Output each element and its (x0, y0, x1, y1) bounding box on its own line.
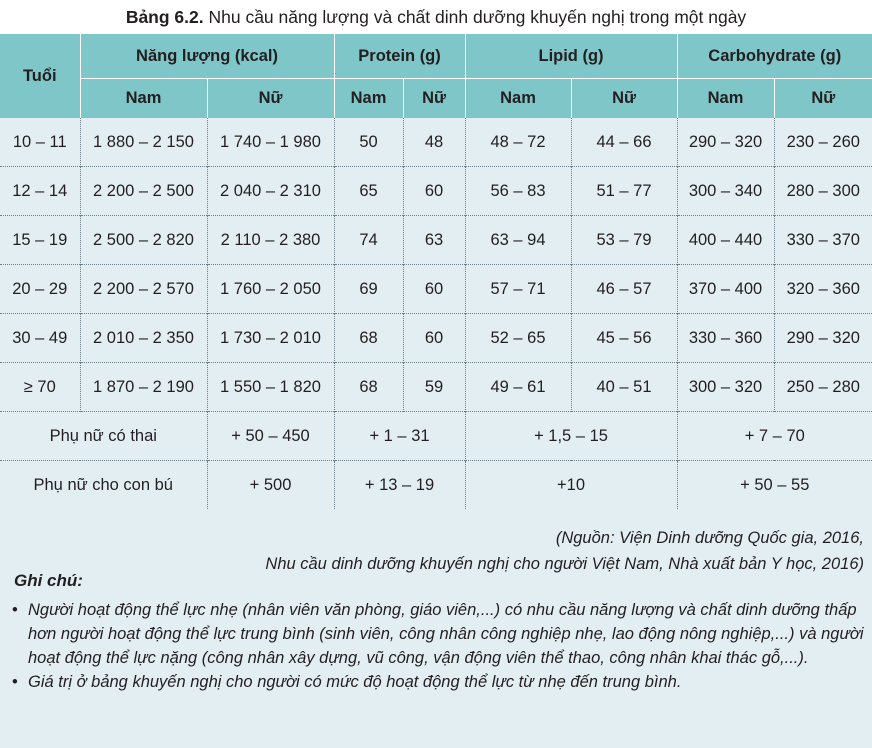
table-row (0, 118, 872, 167)
table-cell: 2 040 – 2 310 (207, 167, 334, 216)
table-cell: 57 – 71 (465, 265, 571, 314)
table-cell: 60 (403, 314, 465, 363)
table-cell: 44 – 66 (571, 118, 677, 167)
lipid-header: Lipid (g) (465, 34, 677, 79)
table-cell: 51 – 77 (571, 167, 677, 216)
table-cell: 290 – 320 (774, 314, 872, 363)
table-cell: 12 – 14 (0, 167, 80, 216)
note-item: • Người hoạt động thể lực nhẹ (nhân viên văn phòng, giáo viên,...) có nhu cầu năng lượng và chất dinh dưỡng thấp hơn người hoạt động thể lực trung bình (sinh viên, công nhân công nghiệp nhẹ, lao động nông nghiệp,...) và người hoạt động thể lực nặng (công nhân xây dựng, vũ công, vận động viên thể thao, công nhân khai thác gỗ,...). (10, 598, 866, 670)
table-cell: 2 200 – 2 570 (80, 265, 207, 314)
table-cell: 320 – 360 (774, 265, 872, 314)
source-line-2: Nhu cầu dinh dưỡng khuyến nghị cho người Việt Nam, Nhà xuất bản Y học, 2016) (265, 555, 864, 573)
table-row (0, 167, 872, 216)
table-cell: 48 – 72 (465, 118, 571, 167)
table-cell: + 7 – 70 (677, 412, 872, 461)
table-cell: 20 – 29 (0, 265, 80, 314)
table-cell: 1 740 – 1 980 (207, 118, 334, 167)
table-row-pregnant (0, 412, 872, 461)
subheader-male: Nam (334, 79, 403, 119)
table-cell: + 1 – 31 (334, 412, 465, 461)
table-cell: 300 – 340 (677, 167, 774, 216)
subheader-male: Nam (80, 79, 207, 119)
table-cell: 230 – 260 (774, 118, 872, 167)
table-row-breastfeeding (0, 461, 872, 510)
table-cell: 330 – 370 (774, 216, 872, 265)
age-header: Tuổi (0, 34, 80, 118)
source-line-1: (Nguồn: Viện Dinh dưỡng Quốc gia, 2016, (555, 529, 864, 547)
caption-label: Bảng 6.2. (125, 7, 204, 27)
table-cell: 68 (334, 363, 403, 412)
table-cell: Phụ nữ có thai (0, 412, 207, 461)
table-caption (0, 0, 872, 34)
table-cell: 1 760 – 2 050 (207, 265, 334, 314)
subheader-female: Nữ (207, 79, 334, 119)
table-cell: 63 (403, 216, 465, 265)
table-cell: 50 (334, 118, 403, 167)
energy-header: Năng lượng (kcal) (80, 34, 334, 79)
note-item: • Giá trị ở bảng khuyến nghị cho người có mức độ hoạt động thể lực từ nhẹ đến trung bình. (10, 670, 866, 694)
subheader-female: Nữ (571, 79, 677, 119)
subheader-male: Nam (677, 79, 774, 119)
notes-title: Ghi chú: (14, 571, 83, 590)
table-cell: 60 (403, 167, 465, 216)
table-cell: + 13 – 19 (334, 461, 465, 510)
table-cell: 59 (403, 363, 465, 412)
carbohydrate-header: Carbohydrate (g) (677, 34, 872, 79)
table-cell: 2 500 – 2 820 (80, 216, 207, 265)
table-cell: 400 – 440 (677, 216, 774, 265)
table-cell: Phụ nữ cho con bú (0, 461, 207, 510)
nutrition-table (0, 34, 872, 509)
table-cell: 1 730 – 2 010 (207, 314, 334, 363)
table-cell: 15 – 19 (0, 216, 80, 265)
table-cell: 1 870 – 2 190 (80, 363, 207, 412)
table-cell: 65 (334, 167, 403, 216)
table-row (0, 363, 872, 412)
table-cell: 48 (403, 118, 465, 167)
table-cell: + 1,5 – 15 (465, 412, 677, 461)
table-row (0, 216, 872, 265)
source-citation (265, 525, 864, 577)
table-cell: 30 – 49 (0, 314, 80, 363)
table-cell: 250 – 280 (774, 363, 872, 412)
table-cell: 290 – 320 (677, 118, 774, 167)
table-cell: 53 – 79 (571, 216, 677, 265)
table-cell: 370 – 400 (677, 265, 774, 314)
table-cell: + 50 – 450 (207, 412, 334, 461)
protein-header: Protein (g) (334, 34, 465, 79)
table-cell: 280 – 300 (774, 167, 872, 216)
table-cell: 63 – 94 (465, 216, 571, 265)
table-cell: 2 200 – 2 500 (80, 167, 207, 216)
table-cell: ≥ 70 (0, 363, 80, 412)
table-cell: + 500 (207, 461, 334, 510)
table-cell: 60 (403, 265, 465, 314)
table-cell: 46 – 57 (571, 265, 677, 314)
table-cell: 1 550 – 1 820 (207, 363, 334, 412)
table-cell: + 50 – 55 (677, 461, 872, 510)
subheader-female: Nữ (403, 79, 465, 119)
table-row (0, 314, 872, 363)
table-cell: 45 – 56 (571, 314, 677, 363)
table-cell: 1 880 – 2 150 (80, 118, 207, 167)
table-cell: 40 – 51 (571, 363, 677, 412)
subheader-female: Nữ (774, 79, 872, 119)
table-cell: 300 – 320 (677, 363, 774, 412)
table-cell: 68 (334, 314, 403, 363)
table-cell: 2 010 – 2 350 (80, 314, 207, 363)
table-cell: 69 (334, 265, 403, 314)
notes-list (10, 598, 866, 694)
table-cell: 74 (334, 216, 403, 265)
table-cell: 10 – 11 (0, 118, 80, 167)
table-cell: 2 110 – 2 380 (207, 216, 334, 265)
table-cell: 330 – 360 (677, 314, 774, 363)
table-cell: +10 (465, 461, 677, 510)
table-cell: 49 – 61 (465, 363, 571, 412)
table-cell: 56 – 83 (465, 167, 571, 216)
table-cell: 52 – 65 (465, 314, 571, 363)
table-row (0, 265, 872, 314)
caption-text: Nhu cầu năng lượng và chất dinh dưỡng khuyến nghị trong một ngày (203, 7, 747, 27)
subheader-male: Nam (465, 79, 571, 119)
